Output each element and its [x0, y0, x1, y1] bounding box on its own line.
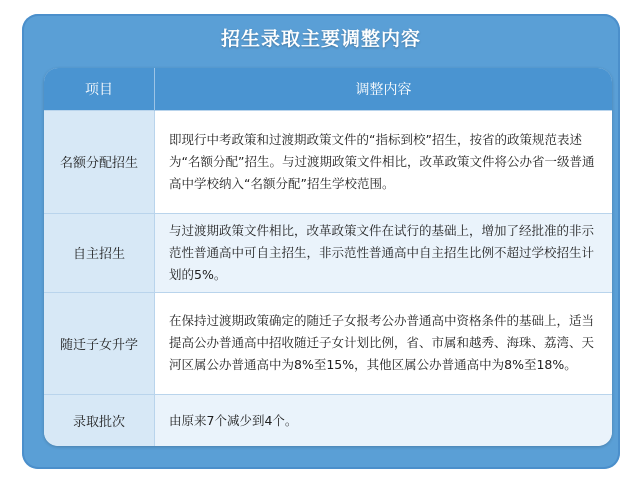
row-content-text: 与过渡期政策文件相比，改革政策文件在试行的基础上，增加了经批准的非示范性普通高中可自主招生，非示范性普通高中自主招生比例不超过学校招生计划的5%。 [155, 213, 613, 292]
table-row [44, 111, 612, 214]
row-item-label: 随迁子女升学 [44, 292, 155, 395]
policy-table-container [44, 68, 612, 446]
card-title: 招生录取主要调整内容 [220, 28, 421, 50]
policy-table [44, 68, 612, 446]
row-content-text: 在保持过渡期政策确定的随迁子女报考公办普通高中资格条件的基础上，适当提高公办普通高中招收随迁子女计划比例，省、市属和越秀、海珠、荔湾、天河区属公办普通高中为8%至15%，其他区属公办普通高中为8%至18%。 [155, 292, 613, 395]
row-item-label: 自主招生 [44, 213, 155, 292]
table-row [44, 292, 612, 395]
row-content-text: 即现行中考政策和过渡期政策文件的“指标到校”招生，按省的政策规范表述为“名额分配”招生。与过渡期政策文件相比，改革政策文件将公办省一级普通高中学校纳入“名额分配”招生学校范围。 [155, 111, 613, 214]
policy-card [22, 14, 620, 469]
row-content-text: 由原来7个减少到4个。 [155, 395, 613, 446]
table-row [44, 395, 612, 446]
row-item-label: 录取批次 [44, 395, 155, 446]
table-header-row [44, 68, 612, 111]
column-header-item: 项目 [44, 68, 155, 111]
row-item-label: 名额分配招生 [44, 111, 155, 214]
table-row [44, 213, 612, 292]
column-header-content: 调整内容 [155, 68, 613, 111]
